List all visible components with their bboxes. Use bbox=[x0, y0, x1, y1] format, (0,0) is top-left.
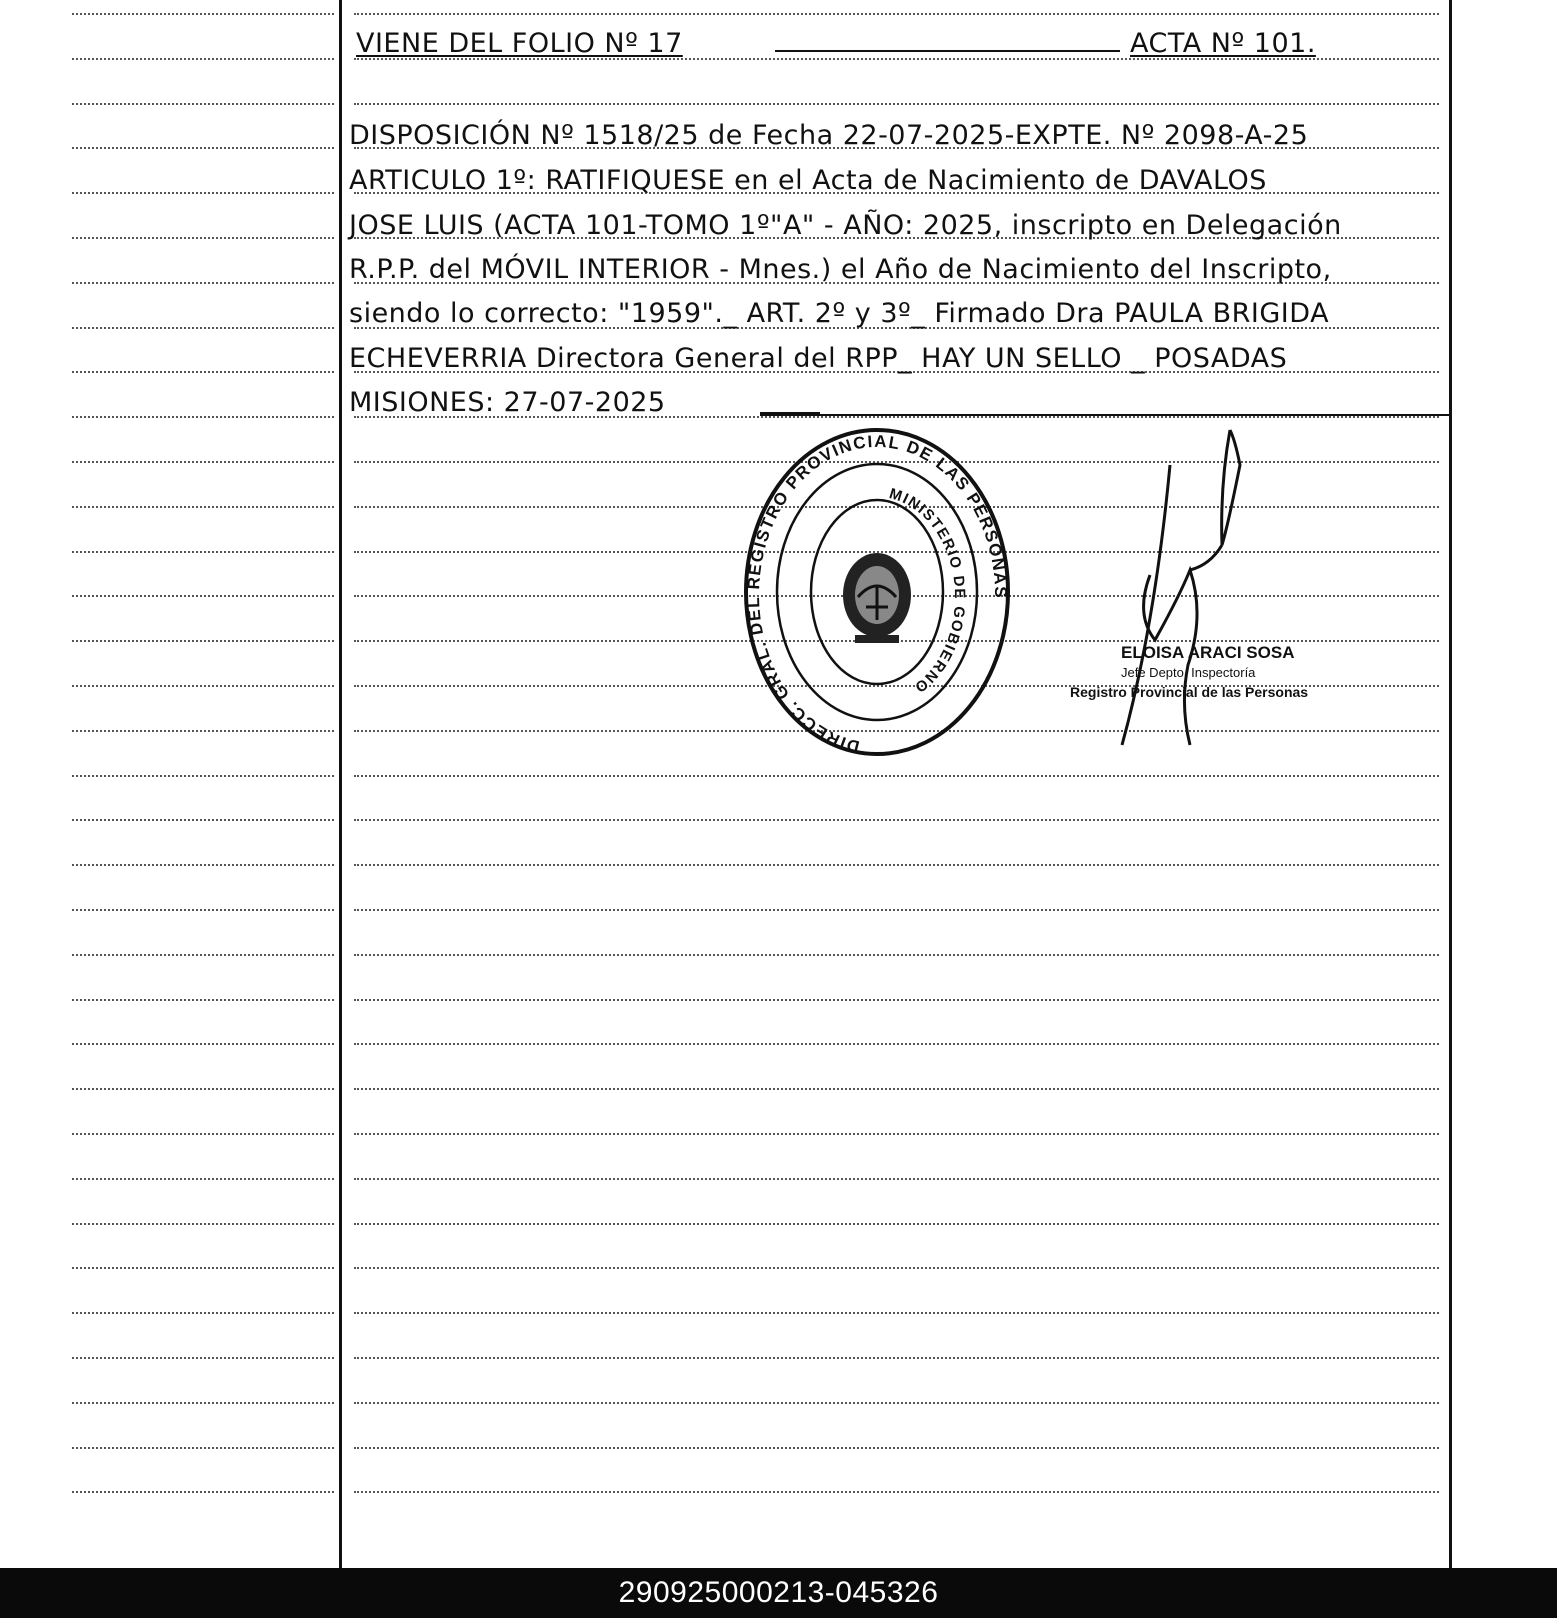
margin-rule-line bbox=[72, 192, 334, 194]
margin-rule-line bbox=[72, 551, 334, 553]
body-rule-line bbox=[354, 1357, 1439, 1359]
signatory-role: Jefe Depto. Inspectoría bbox=[1121, 665, 1256, 680]
margin-rule-line bbox=[72, 595, 334, 597]
margin-rule-line bbox=[72, 461, 334, 463]
margin-rule-line bbox=[72, 147, 334, 149]
signatory-name: ELOISA ARACI SOSA bbox=[1121, 643, 1295, 662]
margin-rule-line bbox=[72, 1088, 334, 1090]
seal-inner-text: MINISTERIO DE GOBIERNO bbox=[887, 485, 969, 697]
official-seal bbox=[740, 425, 1015, 760]
margin-rule-line bbox=[72, 371, 334, 373]
body-rule-line bbox=[354, 1088, 1439, 1090]
margin-rule-line bbox=[72, 1223, 334, 1225]
body-rule-line bbox=[354, 1491, 1439, 1493]
margin-rule-line bbox=[72, 864, 334, 866]
body-rule-line bbox=[354, 1223, 1439, 1225]
body-rule-line bbox=[354, 864, 1439, 866]
entry-end-dash bbox=[760, 412, 820, 414]
margin-rule-line bbox=[72, 103, 334, 105]
left-margin-line bbox=[339, 0, 342, 1568]
body-rule-line bbox=[354, 13, 1439, 15]
margin-rule-line bbox=[72, 999, 334, 1001]
margin-rule-line bbox=[72, 237, 334, 239]
entry-line-3: JOSE LUIS (ACTA 101-TOMO 1º"A" - AÑO: 2025, inscripto en Delegación bbox=[349, 210, 1342, 241]
seal-outer-text: DIRECC. GRAL. DEL REGISTRO PROVINCIAL DE LAS PERSONAS bbox=[743, 431, 1011, 757]
margin-rule-line bbox=[72, 282, 334, 284]
margin-rule-line bbox=[72, 1402, 334, 1404]
margin-rule-line bbox=[72, 775, 334, 777]
body-rule-line bbox=[354, 1312, 1439, 1314]
margin-rule-line bbox=[72, 909, 334, 911]
body-rule-line bbox=[354, 1043, 1439, 1045]
viene-del-folio: VIENE DEL FOLIO Nº 17 bbox=[356, 28, 683, 59]
body-rule-line bbox=[354, 1133, 1439, 1135]
handwritten-signature bbox=[1110, 425, 1260, 755]
body-rule-line bbox=[354, 1402, 1439, 1404]
margin-rule-line bbox=[72, 640, 334, 642]
margin-rule-line bbox=[72, 730, 334, 732]
body-rule-line bbox=[354, 1267, 1439, 1269]
body-rule-line bbox=[354, 1178, 1439, 1180]
body-rule-line bbox=[354, 775, 1439, 777]
document-code: 290925000213-045326 bbox=[618, 1576, 939, 1609]
margin-rule-line bbox=[72, 416, 334, 418]
header-fill-dash bbox=[775, 50, 1120, 52]
right-margin-line bbox=[1449, 0, 1452, 1568]
entry-line-1: DISPOSICIÓN Nº 1518/25 de Fecha 22-07-2025-EXPTE. Nº 2098-A-25 bbox=[349, 120, 1309, 151]
entry-line-5: siendo lo correcto: "1959"._ ART. 2º y 3º_ Firmado Dra PAULA BRIGIDA bbox=[349, 298, 1330, 329]
margin-rule-line bbox=[72, 58, 334, 60]
signatory-institution: Registro Provincial de las Personas bbox=[1070, 684, 1309, 700]
body-rule-line bbox=[354, 819, 1439, 821]
coat-of-arms-icon bbox=[843, 553, 911, 643]
margin-rule-line bbox=[72, 819, 334, 821]
margin-rule-line bbox=[72, 1357, 334, 1359]
entry-line-7: MISIONES: 27-07-2025 bbox=[349, 387, 666, 418]
entry-line-6: ECHEVERRIA Directora General del RPP_ HAY UN SELLO _ POSADAS bbox=[349, 343, 1288, 374]
body-rule-line bbox=[354, 954, 1439, 956]
margin-rule-line bbox=[72, 1133, 334, 1135]
margin-rule-line bbox=[72, 506, 334, 508]
margin-rule-line bbox=[72, 13, 334, 15]
body-rule-line bbox=[354, 909, 1439, 911]
body-rule-line bbox=[354, 1447, 1439, 1449]
margin-rule-line bbox=[72, 1043, 334, 1045]
entry-separator-line bbox=[760, 414, 1452, 416]
margin-rule-line bbox=[72, 685, 334, 687]
margin-rule-line bbox=[72, 1267, 334, 1269]
body-rule-line bbox=[354, 999, 1439, 1001]
margin-rule-line bbox=[72, 1178, 334, 1180]
body-rule-line bbox=[354, 103, 1439, 105]
entry-line-2: ARTICULO 1º: RATIFIQUESE en el Acta de Nacimiento de DAVALOS bbox=[349, 165, 1267, 196]
margin-rule-line bbox=[72, 1312, 334, 1314]
acta-number: ACTA Nº 101. bbox=[1130, 28, 1316, 59]
margin-rule-line bbox=[72, 954, 334, 956]
margin-rule-line bbox=[72, 327, 334, 329]
margin-rule-line bbox=[72, 1447, 334, 1449]
margin-rule-line bbox=[72, 1491, 334, 1493]
entry-line-4: R.P.P. del MÓVIL INTERIOR - Mnes.) el Año de Nacimiento del Inscripto, bbox=[349, 254, 1332, 285]
document-footer bbox=[0, 1568, 1557, 1618]
